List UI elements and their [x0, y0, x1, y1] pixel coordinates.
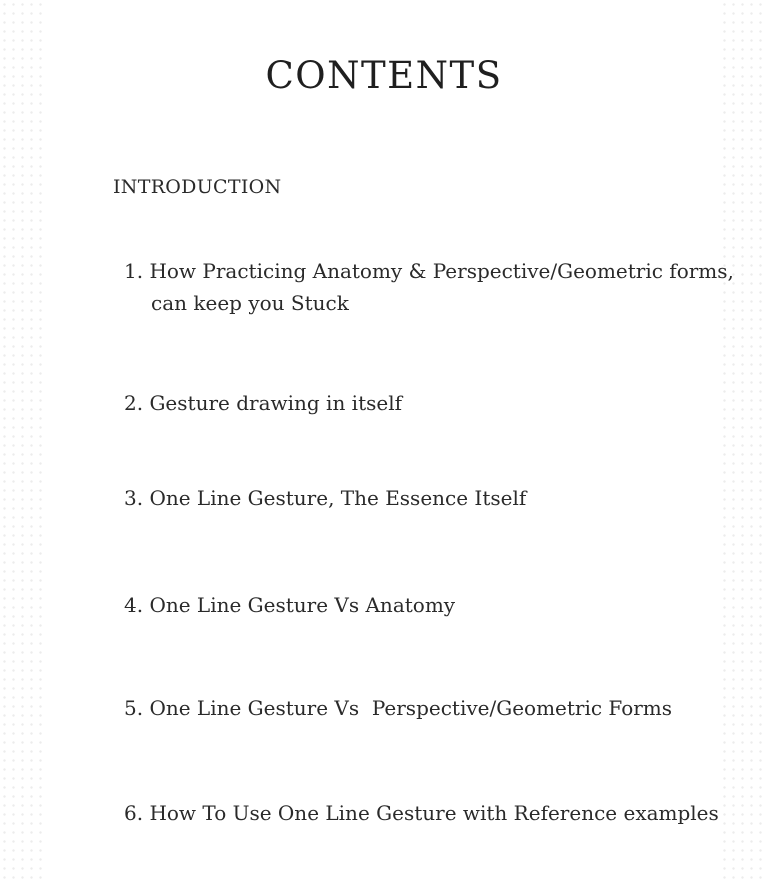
toc-item-1 — [124, 255, 734, 319]
toc-item-text-line2: can keep you Stuck — [151, 291, 349, 315]
toc-item-4 — [124, 589, 455, 621]
toc-item-text: How Practicing Anatomy & Perspective/Geometric forms, — [149, 259, 734, 283]
toc-item-number: 1. — [124, 259, 144, 283]
toc-item-number: 2. — [124, 391, 144, 415]
toc-item-number: 5. — [124, 696, 144, 720]
toc-item-5 — [124, 692, 672, 724]
toc-item-text: One Line Gesture Vs Anatomy — [149, 593, 456, 617]
toc-item-2 — [124, 387, 402, 419]
toc-item-number: 6. — [124, 801, 144, 825]
toc-item-text: One Line Gesture, The Essence Itself — [149, 486, 527, 510]
page-sheet — [46, 0, 722, 883]
toc-item-text: How To Use One Line Gesture with Reference examples — [149, 801, 719, 825]
page-title: CONTENTS — [265, 54, 503, 97]
toc-item-3 — [124, 482, 526, 514]
toc-introduction: INTRODUCTION — [113, 176, 282, 198]
toc-item-number: 3. — [124, 486, 144, 510]
toc-item-text: Gesture drawing in itself — [149, 391, 403, 415]
toc-item-number: 4. — [124, 593, 144, 617]
toc-item-text: One Line Gesture Vs Perspective/Geometric Forms — [149, 696, 673, 720]
toc-item-6 — [124, 797, 719, 829]
